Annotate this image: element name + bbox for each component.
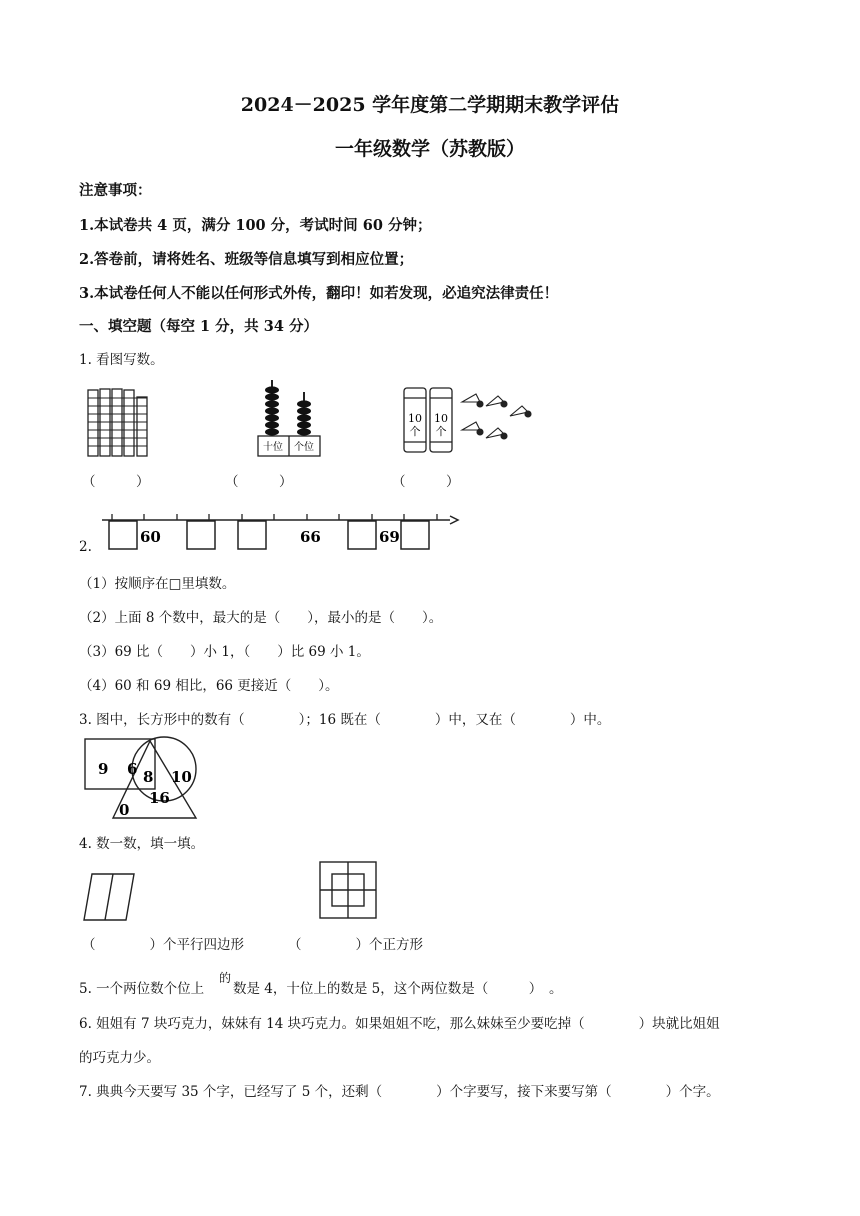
number-line-box — [238, 521, 266, 549]
note-item: 2.答卷前，请将姓名、班级等信息填写到相应位置； — [79, 251, 414, 268]
tube-unit-label: 个 — [409, 425, 421, 438]
section-heading: 一、填空题（每空 1 分，共 34 分） — [79, 318, 318, 335]
number-line-box — [348, 521, 376, 549]
abacus-figure — [256, 378, 322, 458]
number-line-figure — [98, 510, 460, 554]
q2-sub-question: （1）按顺序在□里填数。 — [79, 576, 236, 592]
q2-sub-question: （3）69 比（ ）小 1，（ ）比 69 小 1。 — [79, 644, 370, 660]
abacus-tens-label: 十位 — [263, 442, 283, 453]
venn-number: 0 — [119, 801, 130, 819]
q3-prompt: 3. 图中，长方形中的数有（ ）；16 既在（ ）中，又在（ ）中。 — [79, 712, 611, 728]
q4-prompt: 4. 数一数，填一填。 — [79, 836, 205, 852]
stick-bundles-figure — [86, 386, 156, 458]
nested-squares-figure — [318, 860, 378, 920]
q5-prompt-part2: 数是 4，十位上的数是 5，这个两位数是（ ） 。 — [233, 981, 563, 997]
q6-prompt-line2: 的巧克力少。 — [79, 1050, 160, 1066]
q5-prompt-part1: 5. 一个两位数个位上 — [79, 981, 205, 997]
number-line-label: 69 — [379, 528, 400, 546]
notes-heading: 注意事项： — [79, 182, 152, 199]
q4-parallelogram-answer[interactable]: （ ）个平行四边形 — [82, 937, 244, 953]
venn-number: 16 — [149, 789, 170, 807]
number-line-label: 60 — [140, 528, 161, 546]
q4-square-answer[interactable]: （ ）个正方形 — [288, 937, 423, 953]
venn-number: 9 — [98, 760, 109, 778]
q5-raised-char: 的 — [219, 971, 232, 985]
tubes-shuttlecocks-figure — [400, 384, 532, 456]
q1-prompt: 1. 看图写数。 — [79, 352, 164, 368]
exam-subtitle: 一年级数学（苏教版） — [334, 138, 525, 160]
venn-figure — [82, 736, 214, 822]
note-item: 3.本试卷任何人不能以任何形式外传，翻印！如若发现，必追究法律责任！ — [79, 285, 559, 302]
q1-answer-blank[interactable]: （ ） — [392, 474, 460, 490]
q1-answer-blank[interactable]: （ ） — [82, 474, 150, 490]
q7-prompt: 7. 典典今天要写 35 个字，已经写了 5 个，还剩（ ）个字要写，接下来要写第（ ）个字。 — [79, 1084, 720, 1100]
venn-number: 6 — [127, 760, 138, 778]
number-line-box — [109, 521, 137, 549]
tube-unit-label: 个 — [435, 425, 447, 438]
q1-answer-blank[interactable]: （ ） — [225, 474, 293, 490]
venn-number: 10 — [171, 768, 192, 786]
parallelogram-figure — [82, 872, 138, 922]
q2-number: 2. — [79, 539, 92, 555]
q6-prompt-line1: 6. 姐姐有 7 块巧克力，妹妹有 14 块巧克力。如果姐姐不吃，那么妹妹至少要吃掉（ ）块就比姐姐 — [79, 1016, 720, 1032]
number-line-box — [187, 521, 215, 549]
tube-count-label: 10 — [408, 412, 422, 425]
note-item: 1.本试卷共 4 页，满分 100 分，考试时间 60 分钟； — [79, 217, 432, 234]
number-line-box — [401, 521, 429, 549]
q2-sub-question: （2）上面 8 个数中，最大的是（ ），最小的是（ ）。 — [79, 610, 443, 626]
exam-title: 2024－2025 学年度第二学期期末教学评估 — [240, 94, 620, 116]
venn-number: 8 — [143, 768, 154, 786]
abacus-ones-label: 个位 — [294, 442, 314, 453]
number-line-label: 66 — [300, 528, 321, 546]
tube-count-label: 10 — [434, 412, 448, 425]
q2-sub-question: （4）60 和 69 相比，66 更接近（ ）。 — [79, 678, 339, 694]
